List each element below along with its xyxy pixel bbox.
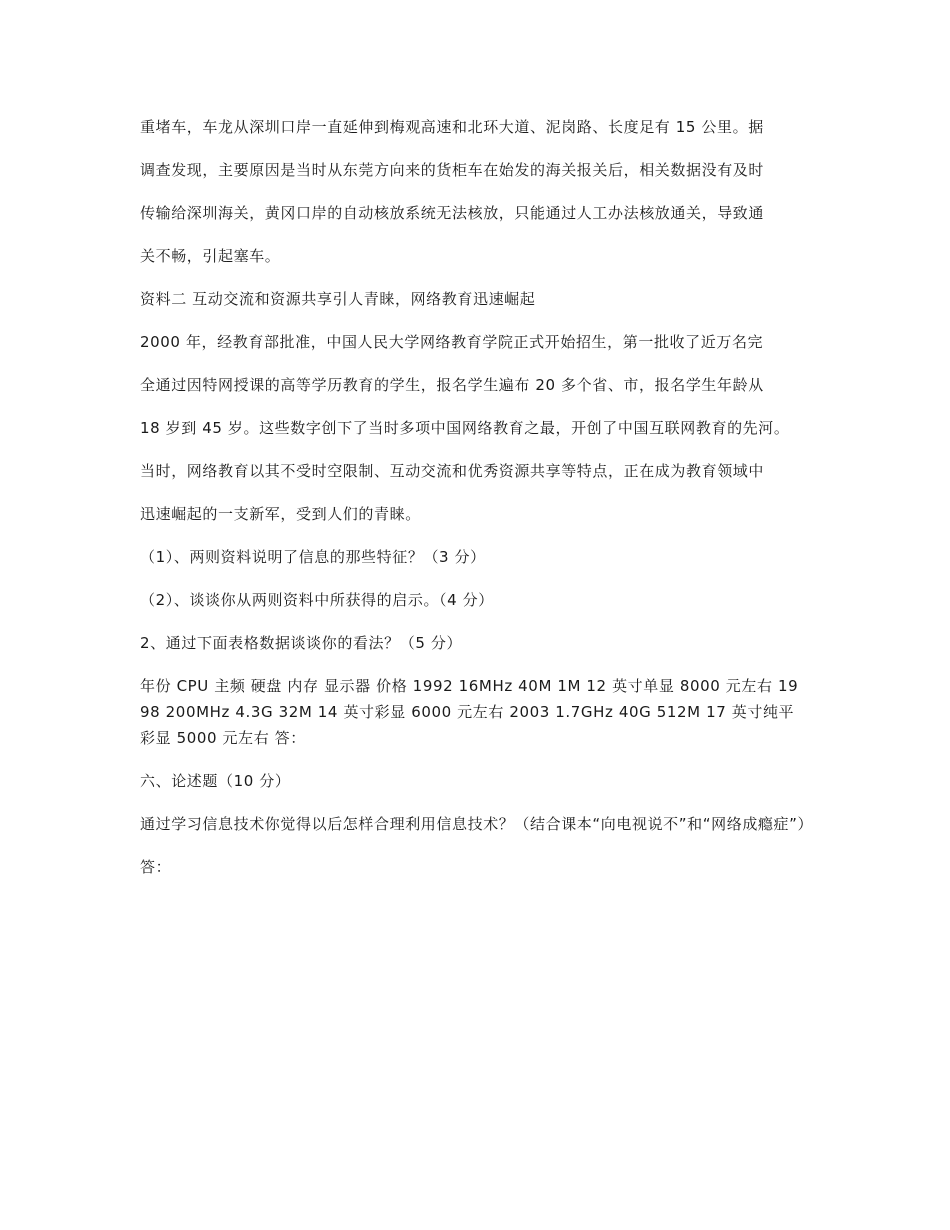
paragraph-age-range: 18 岁到 45 岁。这些数字创下了当时多项中国网络教育之最，开创了中国互联网教育的先河。 bbox=[140, 419, 790, 437]
paragraph-online-education-features: 当时，网络教育以其不受时空限制、互动交流和优秀资源共享等特点，正在成为教育领域中 bbox=[140, 462, 765, 480]
paragraph-traffic-jam: 重堵车，车龙从深圳口岸一直延伸到梅观高速和北环大道、泥岗路、长度足有 15 公里。据 bbox=[140, 118, 764, 136]
question-table-heading: 2、通过下面表格数据谈谈你的看法？（5 分） bbox=[140, 634, 463, 652]
section-six-heading: 六、论述题（10 分） bbox=[140, 772, 291, 790]
paragraph-customs-transfer: 传输给深圳海关，黄冈口岸的自动核放系统无法核放，只能通过人工办法核放通关，导致通 bbox=[140, 204, 765, 222]
essay-question: 通过学习信息技术你觉得以后怎样合理利用信息技术？（结合课本“向电视说不”和“网络成瘾症”） bbox=[140, 815, 814, 833]
paragraph-investigation: 调查发现，主要原因是当时从东莞方向来的货柜车在始发的海关报关后，相关数据没有及时 bbox=[140, 161, 765, 179]
answer-label: 答： bbox=[140, 858, 172, 876]
paragraph-material-two-heading: 资料二 互动交流和资源共享引人青睐，网络教育迅速崛起 bbox=[140, 290, 536, 308]
question-1: （1）、两则资料说明了信息的那些特征？（3 分） bbox=[140, 548, 486, 566]
document-body bbox=[140, 114, 814, 897]
question-2: （2）、谈谈你从两则资料中所获得的启示。（4 分） bbox=[140, 591, 494, 609]
paragraph-online-education-start: 2000 年，经教育部批准，中国人民大学网络教育学院正式开始招生，第一批收了近万名完 bbox=[140, 333, 764, 351]
paragraph-table-data: 年份 CPU 主频 硬盘 内存 显示器 价格 1992 16MHz 40M 1M 12 英寸单显 8000 元左右 1998 200MHz 4.3G 32M 14 英寸彩显 6000 元左右 2003 1.7GHz 40G 512M 17 英寸纯平彩显 5000 元左右 答： bbox=[140, 677, 799, 747]
paragraph-congestion: 关不畅，引起塞车。 bbox=[140, 247, 281, 265]
paragraph-new-force: 迅速崛起的一支新军，受到人们的青睐。 bbox=[140, 505, 421, 523]
paragraph-enrollment: 全通过因特网授课的高等学历教育的学生，报名学生遍布 20 多个省、市，报名学生年龄从 bbox=[140, 376, 764, 394]
